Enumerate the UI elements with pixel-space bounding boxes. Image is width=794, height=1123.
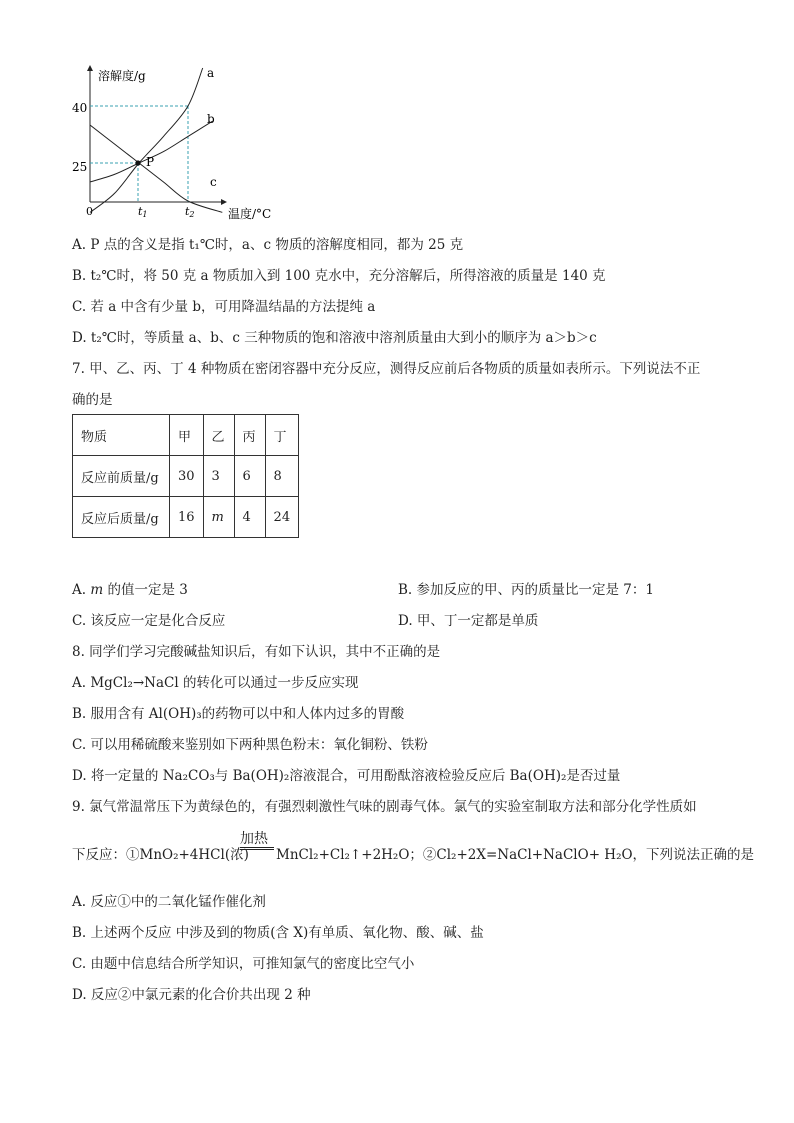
point-p xyxy=(135,160,140,165)
table-row xyxy=(73,415,299,456)
curve-label-c: c xyxy=(210,175,217,189)
y-tick-25: 25 xyxy=(72,160,88,174)
table-cell: 3 xyxy=(203,456,234,497)
curve-a xyxy=(90,68,203,212)
q7-option-a[interactable] xyxy=(72,581,188,599)
option-text: 的值一定是 3 xyxy=(107,582,188,598)
q8-option-c[interactable]: C. 可以用稀硫酸来鉴别如下两种黑色粉末：氧化铜粉、铁粉 xyxy=(72,737,428,753)
table-cell: 16 xyxy=(170,497,204,538)
table-row xyxy=(73,497,299,538)
table-row xyxy=(73,456,299,497)
q7-stem-line2: 确的是 xyxy=(72,392,113,408)
q6-option-a[interactable]: A. P 点的含义是指 t₁℃时，a、c 物质的溶解度相同，都为 25 克 xyxy=(72,237,464,253)
table-cell: 乙 xyxy=(203,415,234,456)
q8-option-a[interactable]: A. MgCl₂→NaCl 的转化可以通过一步反应实现 xyxy=(72,675,359,691)
q9-option-a[interactable]: A. 反应①中的二氧化锰作催化剂 xyxy=(72,894,266,910)
variable-m: m xyxy=(90,582,104,598)
curve-c xyxy=(90,125,222,212)
x-tick-t1: t1 xyxy=(138,205,148,219)
q8-option-d[interactable]: D. 将一定量的 Na₂CO₃与 Ba(OH)₂溶液混合，可用酚酞溶液检验反应后 Ba(OH)₂是否过量 xyxy=(72,768,621,784)
q7-option-b[interactable]: B. 参加反应的甲、丙的质量比一定是 7：1 xyxy=(398,582,654,598)
q8-option-b[interactable]: B. 服用含有 Al(OH)₃的药物可以中和人体内过多的胃酸 xyxy=(72,706,405,722)
x-axis-label: 温度/°C xyxy=(228,207,272,221)
table-cell: 反应后质量/g xyxy=(73,497,170,538)
table-cell: 30 xyxy=(170,456,204,497)
table-cell: 24 xyxy=(265,497,299,538)
table-cell: m xyxy=(203,497,234,538)
table-cell: 丁 xyxy=(265,415,299,456)
table-cell: 8 xyxy=(265,456,299,497)
q9-stem-line2-left: 下反应：①MnO₂+4HCl(浓) xyxy=(72,847,249,863)
q9-option-c[interactable]: C. 由题中信息结合所学知识，可推知氯气的密度比空气小 xyxy=(72,956,415,972)
curve-label-a: a xyxy=(207,66,215,80)
q8-stem: 8. 同学们学习完酸碱盐知识后，有如下认识，其中不正确的是 xyxy=(72,644,441,660)
x-tick-0: 0 xyxy=(86,205,93,218)
curve-label-b: b xyxy=(207,112,215,126)
q7-option-d[interactable]: D. 甲、丁一定都是单质 xyxy=(398,613,539,629)
table-cell: 6 xyxy=(234,456,265,497)
q9-stem-line1: 9. 氯气常温常压下为黄绿色的，有强烈刺激性气味的剧毒气体。氯气的实验室制取方法和部分化学性质如 xyxy=(72,799,697,815)
y-axis-label: 溶解度/g xyxy=(98,69,146,83)
point-p-label: P xyxy=(146,155,155,169)
y-tick-40: 40 xyxy=(72,101,88,115)
table-cell: 丙 xyxy=(234,415,265,456)
solubility-chart xyxy=(0,0,794,230)
q6-option-d[interactable]: D. t₂℃时，等质量 a、b、c 三种物质的饱和溶液中溶剂质量由大到小的顺序为 a＞b＞c xyxy=(72,330,597,346)
q9-option-b[interactable]: B. 上述两个反应 中涉及到的物质(含 X)有单质、氧化物、酸、碱、盐 xyxy=(72,925,484,941)
x-tick-t2: t2 xyxy=(185,205,195,219)
heat-condition: 加热 xyxy=(240,831,268,847)
q7-stem-line1: 7. 甲、乙、丙、丁 4 种物质在密闭容器中充分反应，测得反应前后各物质的质量如表所示。下列说法不正 xyxy=(72,361,701,377)
table-cell: 甲 xyxy=(170,415,204,456)
table-cell: 4 xyxy=(234,497,265,538)
option-prefix: A. xyxy=(72,582,87,598)
q6-option-b[interactable]: B. t₂℃时，将 50 克 a 物质加入到 100 克水中，充分溶解后，所得溶液的质量是 140 克 xyxy=(72,268,606,284)
mass-table xyxy=(72,414,299,538)
q6-option-c[interactable]: C. 若 a 中含有少量 b，可用降温结晶的方法提纯 a xyxy=(72,299,376,315)
table-cell: 物质 xyxy=(73,415,170,456)
q9-stem-line2-right: MnCl₂+Cl₂↑+2H₂O；②Cl₂+2X=NaCl+NaClO+ H₂O，下列说法正确的是 xyxy=(276,847,755,863)
q9-option-d[interactable]: D. 反应②中氯元素的化合价共出现 2 种 xyxy=(72,987,311,1003)
table-cell: 反应前质量/g xyxy=(73,456,170,497)
q7-option-c[interactable]: C. 该反应一定是化合反应 xyxy=(72,613,226,629)
